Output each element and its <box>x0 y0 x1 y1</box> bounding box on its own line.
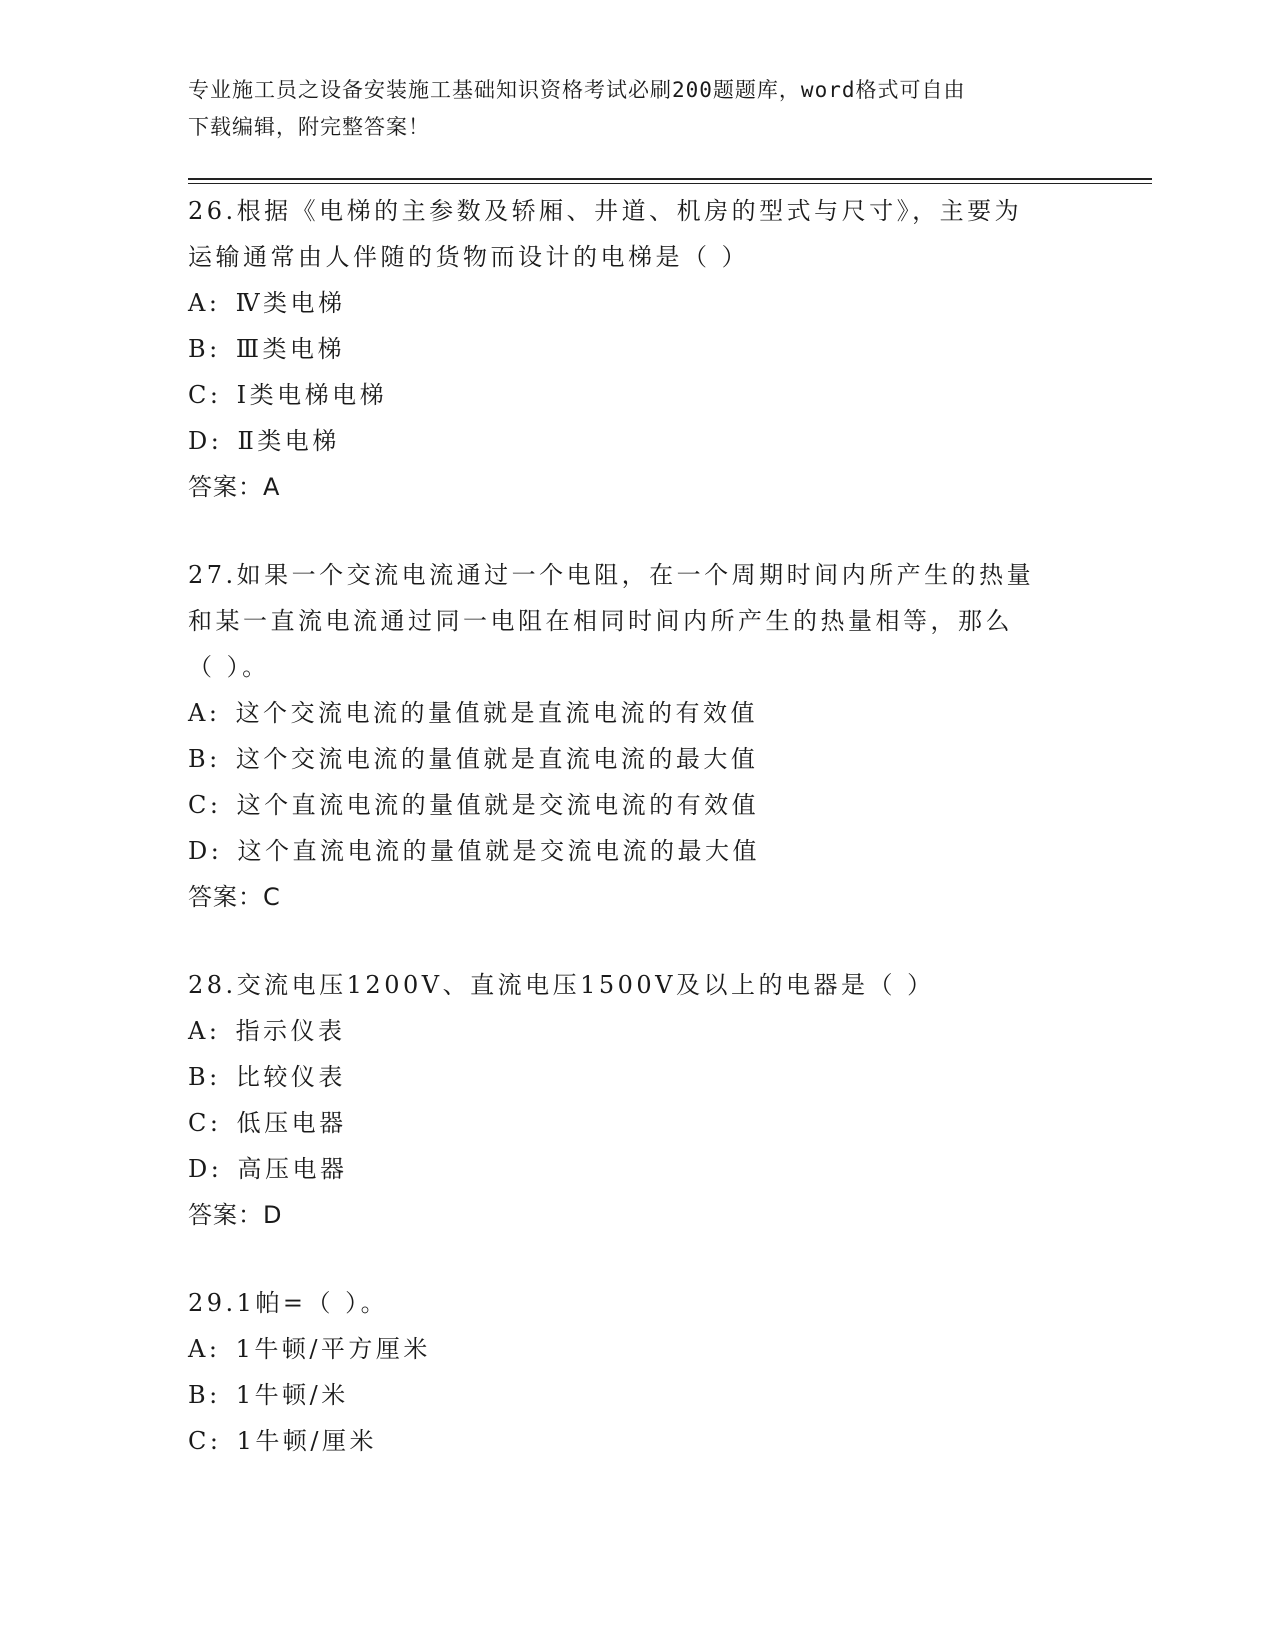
question-text-line: 29.1帕=（ ）。 <box>188 1289 389 1317</box>
option-text: 高压电器 <box>237 1155 348 1183</box>
question-text-line: 和某一直流电流通过同一电阻在相同时间内所产生的热量相等，那么 <box>188 607 1013 635</box>
option-text: Ⅰ类电梯电梯 <box>236 381 388 409</box>
option-d <box>188 418 1088 464</box>
option-label: A: <box>188 289 221 317</box>
option-a <box>188 1326 1088 1372</box>
option-label: D: <box>188 1155 223 1183</box>
option-b <box>188 1054 1088 1100</box>
option-text: 这个直流电流的量值就是交流电流的最大值 <box>237 837 760 865</box>
option-text: 1牛顿/厘米 <box>236 1427 377 1455</box>
option-label: B: <box>188 745 221 773</box>
question-list <box>188 188 1088 1506</box>
option-a <box>188 280 1088 326</box>
option-c <box>188 1100 1088 1146</box>
option-label: B: <box>188 1381 221 1409</box>
option-label: C: <box>188 1427 222 1455</box>
option-c <box>188 1418 1088 1464</box>
option-text: 这个直流电流的量值就是交流电流的有效值 <box>236 791 760 819</box>
option-label: B: <box>188 1063 221 1091</box>
option-c <box>188 782 1088 828</box>
option-text: 1牛顿/米 <box>235 1381 349 1409</box>
option-b <box>188 326 1088 372</box>
option-c <box>188 372 1088 418</box>
option-label: A: <box>188 699 221 727</box>
document-header <box>188 72 1088 146</box>
option-text: Ⅱ类电梯 <box>237 427 340 455</box>
option-label: D: <box>188 837 223 865</box>
question-text-line: 28.交流电压1200V、直流电压1500V及以上的电器是（ ） <box>188 971 935 999</box>
answer: 答案：A <box>188 473 281 501</box>
question-text-line: 26.根据《电梯的主参数及轿厢、井道、机房的型式与尺寸》，主要为 <box>188 197 1023 225</box>
option-text: Ⅳ类电梯 <box>235 289 346 317</box>
option-label: B: <box>188 335 221 363</box>
option-text: 指示仪表 <box>235 1017 346 1045</box>
question-text-line: 运输通常由人伴随的货物而设计的电梯是（ ） <box>188 243 750 271</box>
option-d <box>188 828 1088 874</box>
question-29 <box>188 1280 1088 1464</box>
question-text-line: 27.如果一个交流电流通过一个电阻，在一个周期时间内所产生的热量 <box>188 561 1035 589</box>
option-a <box>188 690 1088 736</box>
option-label: C: <box>188 791 222 819</box>
option-label: C: <box>188 381 222 409</box>
option-text: 这个交流电流的量值就是直流电流的最大值 <box>235 745 759 773</box>
option-text: Ⅲ类电梯 <box>235 335 346 363</box>
option-text: 比较仪表 <box>235 1063 346 1091</box>
option-label: C: <box>188 1109 222 1137</box>
header-divider-thin <box>188 183 1152 184</box>
option-d <box>188 1146 1088 1192</box>
option-text: 这个交流电流的量值就是直流电流的有效值 <box>235 699 759 727</box>
option-label: A: <box>188 1335 221 1363</box>
option-label: D: <box>188 427 223 455</box>
option-label: A: <box>188 1017 221 1045</box>
header-divider-thick <box>188 178 1152 180</box>
question-28 <box>188 962 1088 1238</box>
question-text-line: （ ）。 <box>188 653 270 681</box>
option-b <box>188 736 1088 782</box>
option-b <box>188 1372 1088 1418</box>
question-26 <box>188 188 1088 510</box>
answer: 答案：D <box>188 1201 283 1229</box>
question-27 <box>188 552 1088 920</box>
option-text: 低压电器 <box>236 1109 347 1137</box>
header-line-1: 专业施工员之设备安装施工基础知识资格考试必刷200题题库，word格式可自由 <box>188 78 966 102</box>
option-text: 1牛顿/平方厘米 <box>235 1335 431 1363</box>
answer: 答案：C <box>188 883 281 911</box>
header-line-2: 下载编辑，附完整答案！ <box>188 115 430 139</box>
option-a <box>188 1008 1088 1054</box>
